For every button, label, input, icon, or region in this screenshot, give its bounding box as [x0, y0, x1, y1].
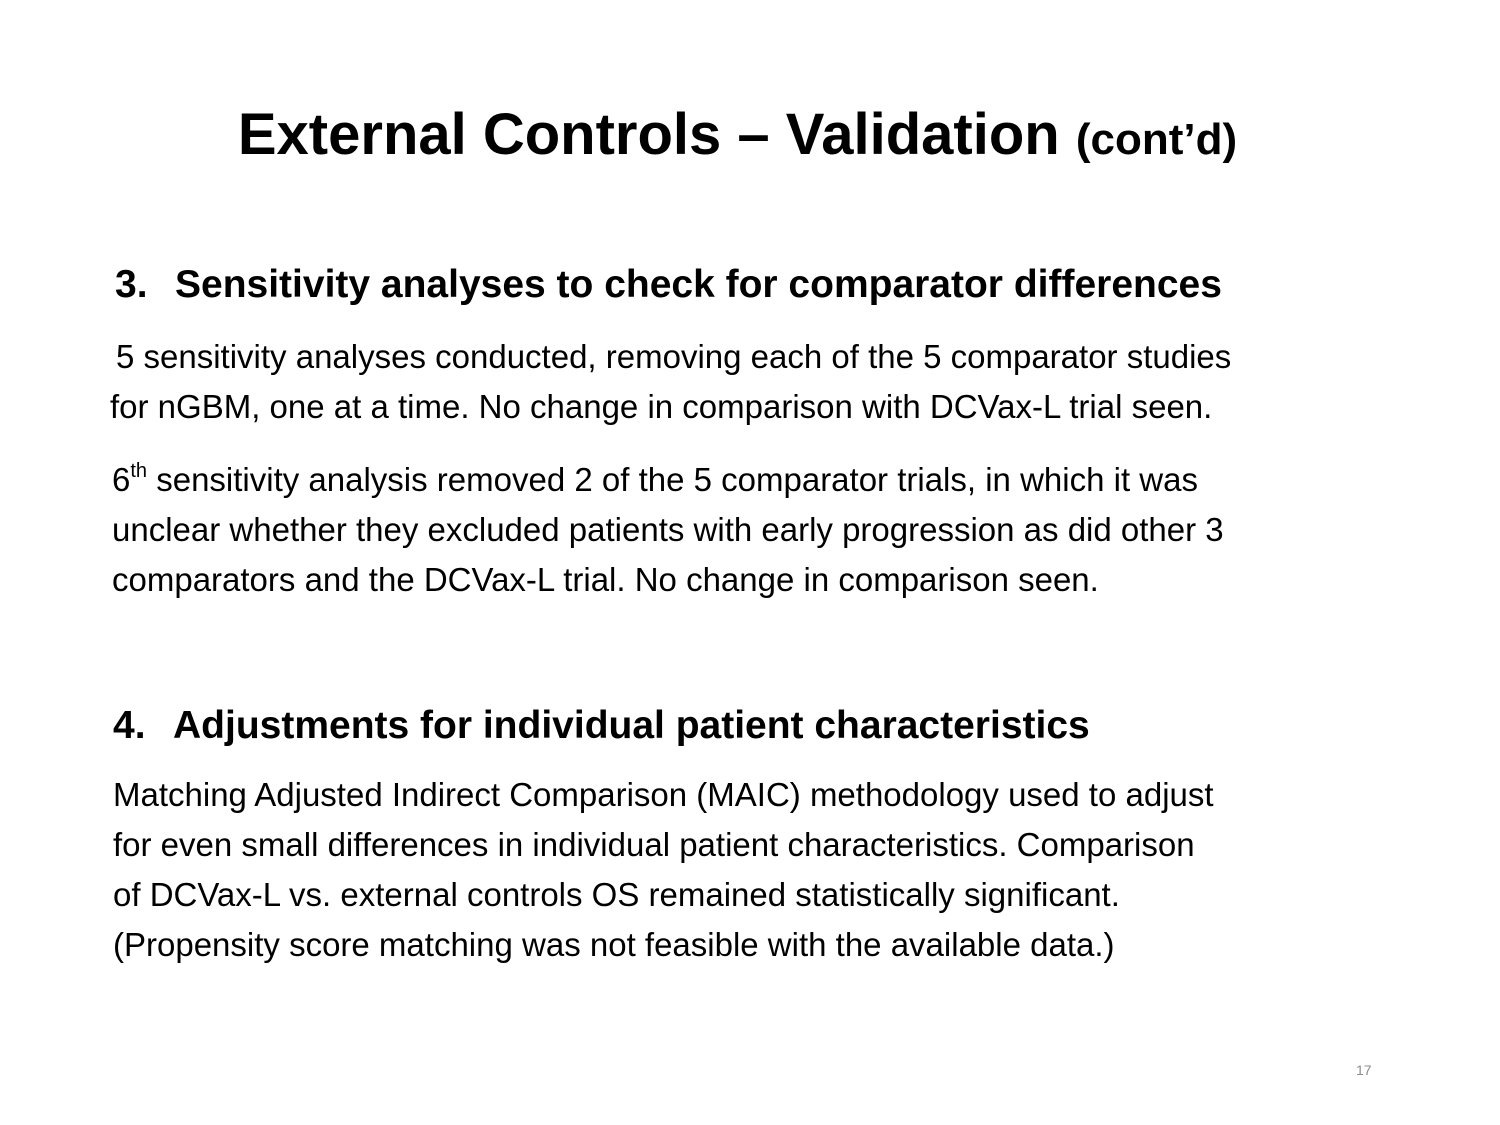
section-3-paragraph-2 — [112, 455, 1224, 605]
slide-title-suffix: (cont’d) — [1075, 115, 1238, 164]
page-number: 17 — [1356, 1062, 1372, 1078]
paragraph-line — [112, 455, 1224, 505]
section-3-heading-text: Sensitivity analyses to check for comparator differences — [175, 263, 1222, 306]
ordinal-suffix: th — [130, 460, 148, 482]
section-4-paragraph — [113, 770, 1214, 970]
paragraph-line: unclear whether they excluded patients with early progression as did other 3 — [112, 511, 1224, 548]
section-3-heading — [115, 260, 1222, 310]
paragraph-line: of DCVax-L vs. external controls OS remained statistically significant. — [113, 876, 1120, 913]
paragraph-line: 5 sensitivity analyses conducted, removing each of the 5 comparator studies — [116, 338, 1232, 375]
section-4-heading — [113, 701, 1090, 751]
paragraph-line: for even small differences in individual patient characteristics. Comparison — [113, 826, 1195, 863]
paragraph-line: comparators and the DCVax-L trial. No change in comparison seen. — [112, 561, 1099, 598]
ordinal-number: 6 — [112, 461, 131, 498]
paragraph-line: (Propensity score matching was not feasible with the available data.) — [113, 926, 1115, 963]
paragraph-line: for nGBM, one at a time. No change in comparison with DCVax-L trial seen. — [110, 388, 1213, 425]
section-3-number: 3. — [115, 263, 148, 306]
section-4-heading-text: Adjustments for individual patient characteristics — [173, 704, 1090, 747]
slide-title — [0, 97, 1475, 178]
slide-title-main: External Controls – Validation — [237, 102, 1076, 167]
section-4-number: 4. — [113, 704, 146, 747]
paragraph-line-rest: sensitivity analysis removed 2 of the 5 comparator trials, in which it was — [147, 461, 1198, 498]
paragraph-line: Matching Adjusted Indirect Comparison (MAIC) methodology used to adjust — [113, 776, 1214, 813]
section-3-paragraph-1 — [110, 332, 1232, 432]
